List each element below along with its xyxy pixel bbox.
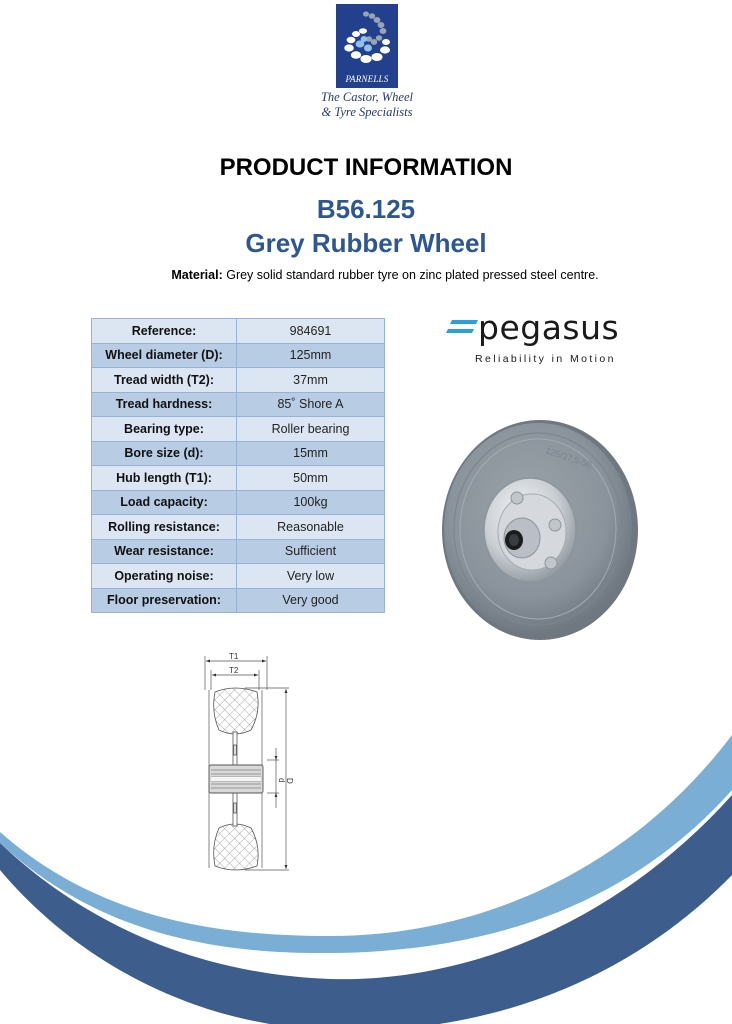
tagline-line-2: & Tyre Specialists [321,105,413,119]
product-code: B56.125 [316,194,416,224]
table-row [92,564,385,589]
spec-value: Sufficient [237,539,385,564]
label-bore: d [277,778,286,783]
table-row [92,319,385,344]
spec-value: Very low [237,564,385,589]
spec-label: Wheel diameter (D): [92,343,237,368]
spec-label: Wear resistance: [92,539,237,564]
pegasus-logo [444,308,624,372]
spec-value: 984691 [237,319,385,344]
logo-brand-name: PARNELLS [345,74,389,84]
table-row [92,343,385,368]
pegasus-wordmark: pegasus [478,308,620,347]
spec-value: 37mm [237,368,385,393]
spec-label: Tread width (T2): [92,368,237,393]
spec-label: Reference: [92,319,237,344]
spec-label: Hub length (T1): [92,466,237,491]
spec-value: Very good [237,588,385,613]
spec-value: Roller bearing [237,417,385,442]
spec-label: Bore size (d): [92,441,237,466]
spec-label: Tread hardness: [92,392,237,417]
page-title: PRODUCT INFORMATION [219,154,513,181]
spec-label: Load capacity: [92,490,237,515]
material-description [0,268,732,282]
parnells-logo [336,4,398,88]
product-name: Grey Rubber Wheel [245,228,487,258]
spec-value: 100kg [237,490,385,515]
table-row [92,368,385,393]
material-label: Material: [171,268,223,282]
table-row [92,539,385,564]
logo-tagline [300,90,434,120]
decorative-swoosh [0,700,732,1024]
label-t2: T2 [229,666,239,675]
spec-value: 15mm [237,441,385,466]
spec-value: 125mm [237,343,385,368]
wheel-product-image [440,418,640,644]
spec-label: Operating noise: [92,564,237,589]
spec-value: 50mm [237,466,385,491]
spec-label: Bearing type: [92,417,237,442]
spec-table [91,318,385,613]
table-row [92,588,385,613]
material-text: Grey solid standard rubber tyre on zinc plated pressed steel centre. [222,268,599,282]
logo-dots-icon [336,4,398,70]
table-row [92,490,385,515]
table-row [92,515,385,540]
tyre-marking: 125/37,5-50 [544,445,593,470]
spec-label: Rolling resistance: [92,515,237,540]
spec-value: 85˚ Shore A [237,392,385,417]
label-diameter: D [285,778,294,784]
pegasus-stripes-icon [444,320,480,336]
table-row [92,441,385,466]
label-t1: T1 [229,652,239,661]
pegasus-tagline: Reliability in Motion [475,353,616,365]
table-row [92,466,385,491]
tagline-line-1: The Castor, Wheel [320,90,413,104]
table-row [92,392,385,417]
spec-value: Reasonable [237,515,385,540]
table-row [92,417,385,442]
spec-label: Floor preservation: [92,588,237,613]
